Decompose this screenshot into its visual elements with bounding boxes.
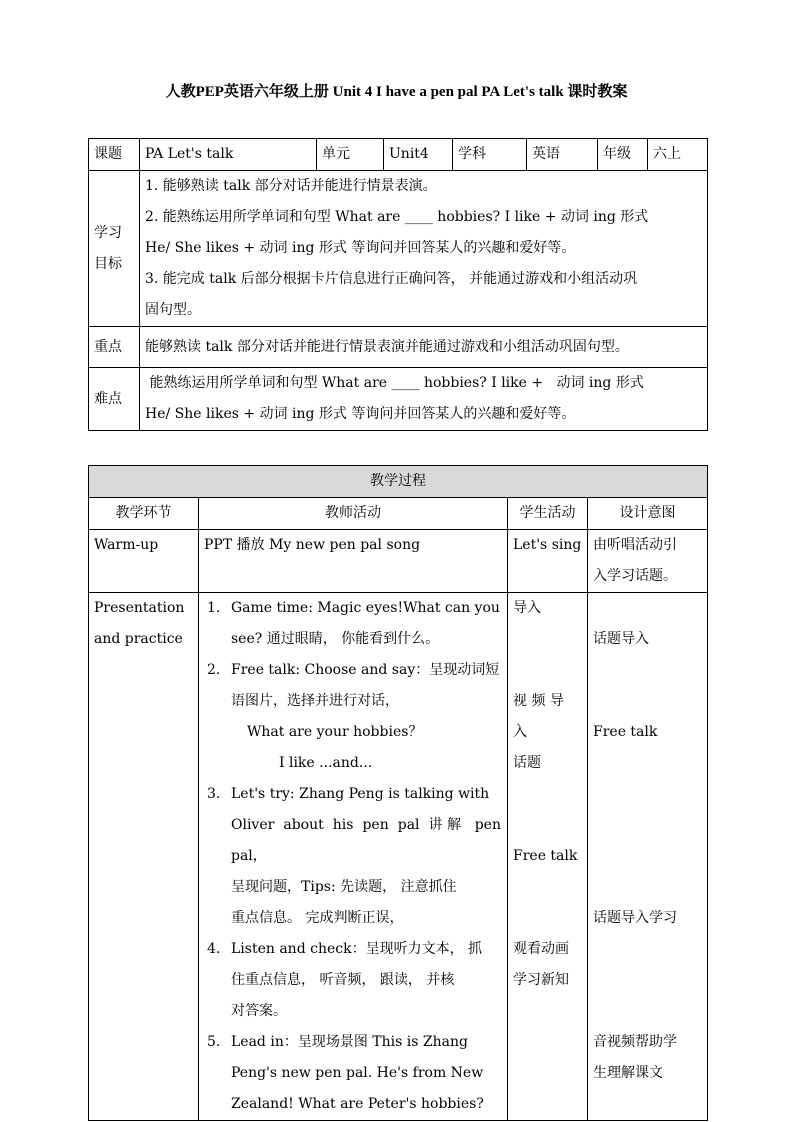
- objectives-text: 1. 能够熟读 talk 部分对话并能进行情景表演。 2. 能熟练运用所学单词和句型 What are ____ hobbies? I like + 动词 ing 形式 He/ She likes + 动词 ing 形式 等询问并回答某人的兴趣和爱好等。 3. 能完成 talk 后部分根据卡片信息进行正确问答， 并能通过游戏和小组活动巩 固句型。: [140, 171, 708, 327]
- lesson-info-table: [88, 138, 708, 431]
- presentation-stage: Presentation and practice: [89, 593, 199, 1121]
- subject-label: 学科: [453, 139, 527, 171]
- topic-label: 课题: [89, 139, 140, 171]
- step-2: 2. Free talk: Choose and say：呈现动词短 语图片，选择并进行对话，: [207, 662, 500, 709]
- subject-value: 英语: [527, 139, 598, 171]
- teaching-process-table: [88, 465, 708, 1121]
- dialog-answer: I like ...and...: [279, 755, 373, 771]
- unit-value: Unit4: [384, 139, 453, 171]
- step-4: 4. Listen and check：呈现听力文本， 抓 住重点信息， 听音频， 跟读， 并核 对答案。: [207, 941, 483, 1019]
- presentation-student: 导入 视 频 导 入 话题 Free talk 观看动画 学习新知: [508, 593, 588, 1121]
- difficulties-label: 难点: [89, 368, 140, 431]
- grade-value: 六上: [648, 139, 708, 171]
- difficulties-text: 能熟练运用所学单词和句型 What are ____ hobbies? I like + 动词 ing 形式 He/ She likes + 动词 ing 形式 等询问并回答某人的兴趣和爱好等。: [140, 368, 708, 431]
- document-title: 人教PEP英语六年级上册 Unit 4 I have a pen pal PA Let's talk 课时教案: [165, 84, 628, 100]
- grade-label: 年级: [598, 139, 648, 171]
- step-5: 5. Lead in：呈现场景图 This is Zhang Peng's new pen pal. He's from New Zealand! What are Peter's hobbies?: [207, 1034, 484, 1112]
- col-design-header: 设计意图: [588, 498, 708, 530]
- unit-label: 单元: [317, 139, 384, 171]
- key-points-label: 重点: [89, 327, 140, 368]
- objectives-label: 学习 目标: [89, 171, 140, 327]
- warmup-stage: Warm-up: [89, 530, 199, 593]
- col-stage-header: 教学环节: [89, 498, 199, 530]
- warmup-student: Let's sing: [508, 530, 588, 593]
- presentation-design: 话题导入 Free talk 话题导入学习 音视频帮助学 生理解课文: [588, 593, 708, 1121]
- warmup-design: 由听唱活动引 入学习话题。: [588, 530, 708, 593]
- presentation-teacher: [199, 593, 508, 1121]
- topic-value: PA Let's talk: [140, 139, 317, 171]
- step-1: 1. Game time: Magic eyes!What can you see? 通过眼睛， 你能看到什么。: [207, 600, 500, 647]
- col-teacher-header: 教师活动: [199, 498, 508, 530]
- step-3: 3. Let's try: Zhang Peng is talking with Oliver about his pen pal 讲解 pen pal， 呈现问题，Tips: 先读题， 注意抓住 重点信息。 完成判断正误，: [207, 786, 501, 926]
- key-points-text: 能够熟读 talk 部分对话并能进行情景表演并能通过游戏和小组活动巩固句型。: [140, 327, 708, 368]
- dialog-question: What are your hobbies？: [247, 724, 423, 740]
- warmup-teacher: PPT 播放 My new pen pal song: [199, 530, 508, 593]
- process-section-title: 教学过程: [89, 466, 708, 498]
- col-student-header: 学生活动: [508, 498, 588, 530]
